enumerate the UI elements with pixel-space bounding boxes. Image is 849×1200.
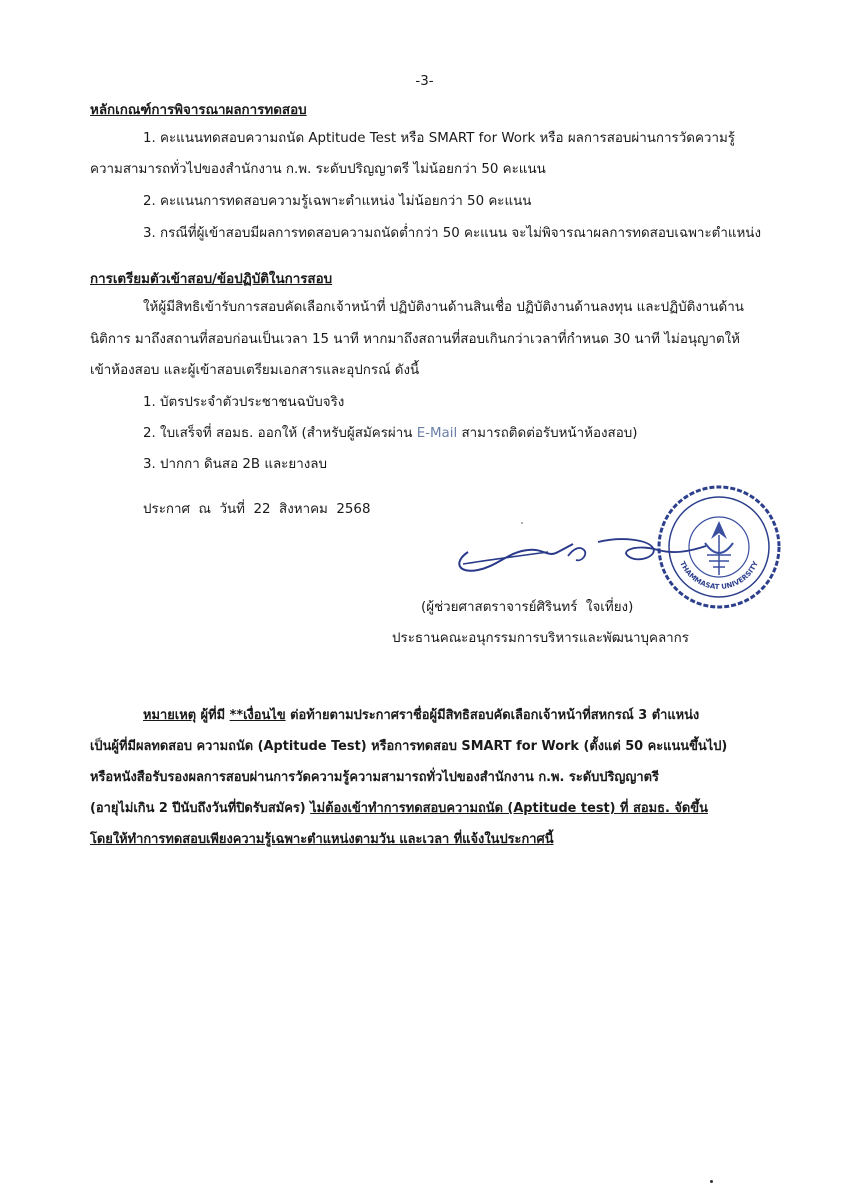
note-condition: **เงื่อนไข [229, 708, 286, 723]
note-line-4-text-a: (อายุไม่เกิน 2 ปีนับถึงวันที่ปิดรับสมัคร) [90, 801, 311, 816]
scan-speck [521, 522, 523, 524]
preparation-heading: การเตรียมตัวเข้าสอบ/ข้อปฏิบัติในการสอบ [90, 272, 333, 287]
note-line-1-text-a: ผู้ที่มี [196, 708, 230, 723]
preparation-item-2-text-a: 2. ใบเสร็จที่ สอมธ. ออกให้ (สำหรับผู้สมัครผ่าน [143, 426, 417, 441]
criteria-item-3: 3. กรณีที่ผู้เข้าสอบมีผลการทดสอบความถนัดต่ำกว่า 50 คะแนน จะไม่พิจารณาผลการทดสอบเฉพาะตำแหน่ง [143, 226, 762, 241]
preparation-item-1: 1. บัตรประจำตัวประชาชนฉบับจริง [143, 395, 345, 410]
seal-label: THAMMASAT UNIVERSITY [678, 560, 760, 592]
preparation-item-3: 3. ปากกา ดินสอ 2B และยางลบ [143, 457, 327, 472]
email-text: E-Mail [416, 426, 458, 441]
signatory-position: ประธานคณะอนุกรรมการบริหารและพัฒนาบุคลากร [392, 631, 689, 646]
preparation-paragraph-line-3: เข้าห้องสอบ และผู้เข้าสอบเตรียมเอกสารและอุปกรณ์ ดังนี้ [90, 363, 420, 378]
criteria-heading: หลักเกณฑ์การพิจารณาผลการทดสอบ [90, 103, 307, 118]
criteria-item-1-line-2: ความสามารถทั่วไปของสำนักงาน ก.พ. ระดับปริญญาตรี ไม่น้อยกว่า 50 คะแนน [90, 162, 546, 177]
note-line-1-text-b: ต่อท้ายตามประกาศราชื่อผู้มีสิทธิสอบคัดเลือกเจ้าหน้าที่สหกรณ์ 3 ตำแหน่ง [285, 708, 700, 723]
page-number: -3- [415, 74, 434, 89]
announcement-date: ประกาศ ณ วันที่ 22 สิงหาคม 2568 [143, 502, 371, 517]
note-line-4-underlined: ไม่ต้องเข้าทำการทดสอบความถนัด (Aptitude test) ที่ สอมธ. จัดขึ้น [310, 801, 708, 816]
preparation-item-2-text-b: สามารถติดต่อรับหน้าห้องสอบ) [457, 426, 638, 441]
criteria-item-2: 2. คะแนนการทดสอบความรู้เฉพาะตำแหน่ง ไม่น้อยกว่า 50 คะแนน [143, 194, 532, 209]
preparation-paragraph-line-1: ให้ผู้มีสิทธิเข้ารับการสอบคัดเลือกเจ้าหน้าที่ ปฏิบัติงานด้านสินเชื่อ ปฏิบัติงานด้านลงทุน และปฏิบัติงานด้าน [143, 300, 744, 315]
note-line-5: โดยให้ทำการทดสอบเพียงความรู้เฉพาะตำแหน่งตามวัน และเวลา ที่แจ้งในประกาศนี้ [90, 832, 554, 847]
note-line-3: หรือหนังสือรับรองผลการสอบผ่านการวัดความรู้ความสามารถทั่วไปของสำนักงาน ก.พ. ระดับปริญญาตรี [90, 770, 659, 785]
criteria-item-1-line-1: 1. คะแนนทดสอบความถนัด Aptitude Test หรือ SMART for Work หรือ ผลการสอบผ่านการวัดความรู้ [143, 131, 735, 146]
scan-speck [710, 1180, 713, 1183]
note-line-4 [90, 799, 708, 819]
signature-icon [448, 522, 713, 582]
note-line-1 [143, 706, 699, 726]
signatory-name: (ผู้ช่วยศาสตราจารย์ศิรินทร์ ใจเที่ยง) [421, 600, 634, 615]
note-label: หมายเหตุ [143, 708, 197, 723]
preparation-item-2 [143, 424, 637, 444]
note-line-2: เป็นผู้ที่มีผลทดสอบ ความถนัด (Aptitude Test) หรือการทดสอบ SMART for Work (ตั้งแต่ 50 คะแนนขึ้นไป) [90, 739, 728, 754]
preparation-paragraph-line-2: นิติการ มาถึงสถานที่สอบก่อนเป็นเวลา 15 นาที หากมาถึงสถานที่สอบเกินกว่าเวลาที่กำหนด 30 นาที ไม่อนุญาตให้ [90, 332, 741, 347]
